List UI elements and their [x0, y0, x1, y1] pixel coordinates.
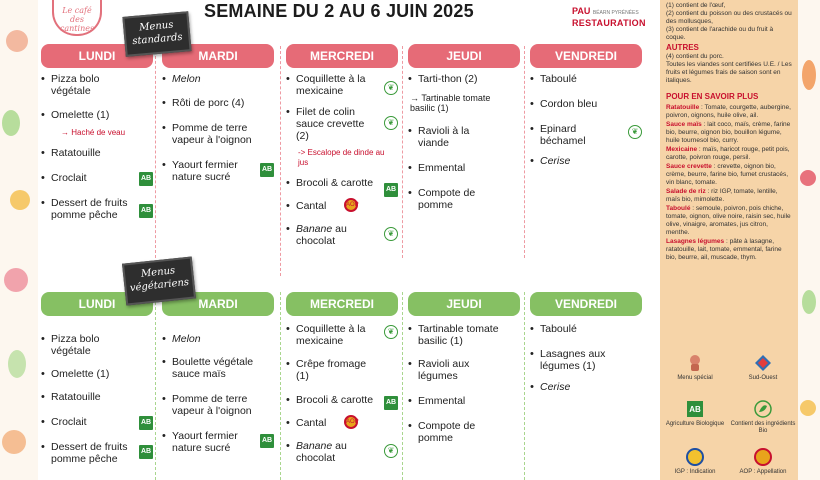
item-text: Crêpe fromage (1) — [296, 358, 367, 382]
item-text: Compote de pomme — [418, 187, 476, 211]
menu-item — [408, 187, 520, 211]
column-separator — [524, 46, 525, 258]
plus-title: POUR EN SAVOIR PLUS — [666, 92, 759, 101]
ab-organic-icon: AB — [384, 396, 398, 410]
ab-organic-icon: AB — [139, 445, 153, 459]
item-text: Taboulé — [540, 323, 577, 335]
recipe-entry: Sauce crevette : crevette, oignon bio, crème, beurre, farine bio, fumet crustacés, vin blanc, tomate. — [666, 163, 789, 186]
recipe-name: Salade de riz — [666, 188, 706, 195]
fruit-deco — [6, 30, 28, 52]
item-text: Pizza bolo végétale — [51, 73, 100, 97]
menu-item — [162, 430, 274, 454]
legend-label: Contient des ingrédients Bio — [730, 421, 796, 434]
substitution-note: -> Escalope de dinde au jus — [298, 148, 385, 167]
column-separator — [402, 292, 403, 480]
item-text: Rôti de porc (4) — [172, 97, 245, 109]
item-text: Ratatouille — [51, 147, 101, 159]
legend-menu-special — [662, 354, 728, 382]
item-text: Cordon bleu — [540, 98, 598, 110]
item-text: Brocoli & carotte — [296, 394, 374, 406]
menu-item — [41, 416, 153, 428]
menu-item — [286, 106, 398, 142]
item-text: Emmental — [418, 395, 466, 407]
ab-organic-icon: AB — [260, 434, 274, 448]
item-text: Epinard béchamel — [540, 123, 586, 147]
chef-icon — [686, 354, 704, 372]
recipe-name: Ratatouille — [666, 104, 700, 111]
item-text-fruit: Banane — [296, 223, 333, 235]
item-text: Pomme de terre vapeur à l'oignon — [172, 393, 252, 417]
recipe-entry: Taboulé : semoule, poivron, pois chiche, tomate, oignon, olive noire, raisin sec, huile olive, vinaigre, aromates, jus citron, menthe. — [666, 205, 791, 236]
menu-item — [162, 122, 274, 146]
recipe-text: semoule, poivron, pois chiche, tomate, oignon, olive noire, raisin sec, huile olive, vinaigre, aromates, jus citron, menthe. — [666, 205, 791, 236]
item-text: Ravioli à la viande — [418, 125, 470, 149]
menu-item — [530, 323, 642, 335]
peach-deco — [2, 430, 26, 454]
menu-item — [408, 323, 520, 347]
menu-list — [408, 73, 520, 211]
carrot-deco — [802, 60, 816, 90]
recipe-text: lait coco, maïs, crème, farine bio, beurre, oignon bio, bouillon légume, huile tournesol bio, curry. — [666, 121, 791, 144]
item-text: Lasagnes aux légumes (1) — [540, 348, 606, 372]
menu-item — [162, 73, 274, 85]
left-decoration — [0, 0, 38, 480]
autres-title: AUTRES — [666, 43, 699, 52]
sud-ouest-icon — [754, 354, 772, 372]
legend-bio — [730, 400, 796, 435]
leaf-deco — [2, 110, 20, 136]
menu-item — [41, 197, 153, 221]
item-text: Pizza bolo végétale — [51, 333, 100, 357]
menu-item — [408, 420, 520, 444]
bio-leaf-icon: ❦ — [384, 444, 398, 458]
legend-label: Sud-Ouest — [748, 375, 778, 381]
day-header-vendredi: VENDREDI — [530, 44, 642, 68]
column-separator — [155, 292, 156, 480]
ab-organic-icon — [686, 400, 704, 418]
item-text: Brocoli & carotte — [296, 177, 374, 189]
menu-item — [286, 200, 398, 212]
column-separator — [155, 46, 156, 258]
item-text: Melon — [172, 333, 201, 345]
day-header-mercredi: MERCREDI — [286, 44, 398, 68]
legend-label: IGP : Indication — [674, 469, 716, 475]
item-text: Taboulé — [540, 73, 577, 85]
day-header-lundi: LUNDI — [41, 292, 153, 316]
bio-leaf-icon: ❦ — [628, 125, 642, 139]
menu-item — [41, 441, 153, 465]
column-separator — [524, 292, 525, 480]
recipe-text: riz IGP, tomate, lentille, maïs bio, mimolette. — [666, 188, 778, 203]
menu-list — [286, 323, 398, 464]
item-text: Tarti-thon (2) — [418, 73, 478, 85]
bio-leaf-icon: ❦ — [384, 325, 398, 339]
page-title: SEMAINE DU 2 AU 6 JUIN 2025 — [204, 1, 474, 21]
menu-item — [162, 393, 274, 417]
item-text: Croclait — [51, 416, 87, 428]
recipe-text: Tomate, courgette, aubergine, poivron, oignons, huile olive, ail. — [666, 104, 791, 119]
apple-deco — [4, 268, 28, 292]
menu-item — [286, 417, 398, 429]
item-text: Cantal — [296, 417, 327, 429]
item-text: Boulette végétale sauce maïs — [172, 356, 254, 380]
herb-deco — [802, 290, 816, 314]
item-text: Omelette (1) — [51, 109, 110, 121]
recipe-entry: Sauce maïs : lait coco, maïs, crème, farine bio, beurre, oignon bio, bouillon légume, huile tournesol bio, curry. — [666, 121, 791, 144]
item-text: Cantal — [296, 200, 327, 212]
item-text: Filet de colin sauce crevette (2) — [296, 106, 365, 142]
day-header-jeudi: JEUDI — [408, 292, 520, 316]
day-header-jeudi: JEUDI — [408, 44, 520, 68]
veg-col-lundi — [41, 292, 153, 465]
item-text: Melon — [172, 73, 201, 85]
item-text: Dessert de fruits pomme pêche — [51, 197, 128, 221]
item-text: Emmental — [418, 162, 466, 174]
menu-item — [530, 73, 642, 85]
cherry-deco — [800, 170, 816, 186]
info-panel — [660, 0, 798, 480]
item-text: au chocolat — [296, 223, 347, 247]
item-text: Dessert de fruits pomme pêche — [51, 441, 128, 465]
column-separator — [402, 46, 403, 258]
ab-organic-icon: AB — [384, 183, 398, 197]
ab-organic-icon: AB — [260, 163, 274, 177]
item-text: Yaourt fermier nature sucré — [172, 430, 238, 454]
menu-list — [41, 73, 153, 221]
day-header-lundi: LUNDI — [41, 44, 153, 68]
allergen-note: (3) contient de l'arachide ou du fruit à coque. — [666, 26, 774, 41]
right-decoration — [798, 0, 820, 480]
legend-label: Menu spécial — [677, 375, 713, 381]
recipe-entry: Salade de riz : riz IGP, tomate, lentille, maïs bio, mimolette. — [666, 188, 778, 203]
recipe-entry: Ratatouille : Tomate, courgette, aubergine, poivron, oignons, huile olive, ail. — [666, 104, 791, 119]
veg-col-vendredi — [530, 292, 642, 393]
menu-item — [530, 348, 642, 372]
menu-item — [41, 109, 153, 121]
recipe-name: Taboulé — [666, 205, 691, 212]
menu-item — [41, 391, 153, 403]
autres-note: (4) contient du porc. — [666, 53, 724, 60]
std-col-mardi — [162, 44, 274, 183]
recipe-name: Lasagnes légumes — [666, 238, 725, 245]
column-separator — [280, 292, 281, 480]
recipe-name: Sauce crevette — [666, 163, 712, 170]
cucumber-deco — [8, 350, 26, 378]
menu-item — [41, 73, 153, 97]
aop-seal-icon: AOP — [344, 415, 358, 429]
menu-item — [286, 323, 398, 347]
brand-logo — [572, 6, 652, 28]
item-text-fruit: Banane — [296, 440, 333, 452]
day-header-mardi: MARDI — [162, 292, 274, 316]
veg-col-mercredi — [286, 292, 398, 464]
std-col-jeudi — [408, 44, 520, 211]
menu-list — [162, 333, 274, 454]
brand-line2: RESTAURATION — [572, 18, 646, 28]
brand-pau: PAU — [572, 6, 591, 16]
menu-item — [530, 98, 642, 110]
standard-menus-badge: Menus standards — [122, 11, 191, 57]
ab-organic-icon: AB — [139, 416, 153, 430]
menu-list — [41, 333, 153, 465]
brand-small: BÉARN PYRÉNÉES — [592, 10, 639, 16]
item-text: Compote de pomme — [418, 420, 476, 444]
recipe-name: Sauce maïs — [666, 121, 702, 128]
item-text: Cerise — [540, 155, 571, 167]
menu-item — [408, 162, 520, 174]
item-text: Ravioli aux légumes — [418, 358, 470, 382]
menu-item — [408, 73, 520, 85]
bio-leaf-icon: ❦ — [384, 227, 398, 241]
menu-item — [286, 394, 398, 406]
recipe-text: crevette, oignon bio, crème, beurre, farine bio, fumet crustacés, vin blanc, tomate. — [666, 163, 789, 186]
bio-leaf-icon — [754, 400, 772, 418]
day-header-mercredi: MERCREDI — [286, 292, 398, 316]
recipe-entry: Mexicaine : maïs, haricot rouge, petit pois, carotte, poivron rouge, persil. — [666, 146, 790, 161]
menu-item — [162, 159, 274, 183]
item-text: Coquillette à la mexicaine — [296, 73, 366, 97]
legend-igp — [662, 448, 728, 476]
veg-col-mardi — [162, 292, 274, 454]
item-text: Ratatouille — [51, 391, 101, 403]
aop-seal-icon: AOP — [344, 198, 358, 212]
std-col-lundi — [41, 44, 153, 221]
item-text: Cerise — [540, 381, 571, 393]
bio-leaf-icon: ❦ — [384, 81, 398, 95]
menu-item — [41, 147, 153, 159]
menu-item — [286, 440, 398, 464]
legend-ab — [662, 400, 728, 428]
vegetarian-menus-badge: Menus végétariens — [122, 256, 196, 305]
legend-aop — [730, 448, 796, 476]
menu-item — [162, 333, 274, 345]
column-separator — [280, 46, 281, 276]
autres-note: Toutes les viandes sont certifiées U.E. / Les fruits et légumes frais de saison sont en italiques. — [666, 61, 792, 84]
svg-text:AB: AB — [689, 405, 701, 414]
std-col-vendredi — [530, 44, 642, 167]
item-text: Croclait — [51, 172, 87, 184]
menu-item — [408, 125, 520, 149]
igp-seal-icon — [686, 448, 704, 466]
menu-item — [41, 333, 153, 357]
substitution-note: → Tartinable tomate basilic (1) — [410, 93, 491, 113]
item-text: Tartinable tomate basilic (1) — [418, 323, 499, 347]
ab-organic-icon: AB — [139, 172, 153, 186]
bio-leaf-icon: ❦ — [384, 116, 398, 130]
day-header-mardi: MARDI — [162, 44, 274, 68]
lemon-deco — [10, 190, 30, 210]
menu-item — [530, 381, 642, 393]
recipe-entry: Lasagnes légumes : pâte à lasagne, ratatouille, lait, tomate, emmental, farine bio, beurre, ail, muscade, thym. — [666, 238, 782, 261]
recipe-text: pâte à lasagne, ratatouille, lait, tomate, emmental, farine bio, beurre, ail, muscade, thym. — [666, 238, 782, 261]
menu-item — [286, 223, 398, 247]
item-text: Coquillette à la mexicaine — [296, 323, 366, 347]
recipe-name: Mexicaine — [666, 146, 698, 153]
item-text: Yaourt fermier nature sucré — [172, 159, 238, 183]
legend-sud-ouest — [730, 354, 796, 382]
day-header-vendredi: VENDREDI — [530, 292, 642, 316]
pear-deco — [800, 400, 816, 416]
legend-label: AOP : Appellation — [739, 469, 787, 475]
item-text: Omelette (1) — [51, 368, 110, 380]
menu-list — [530, 73, 642, 167]
aop-seal-icon — [754, 448, 772, 466]
menu-list — [408, 323, 520, 444]
substitution-note: → Haché de veau — [61, 128, 126, 137]
menu-item — [41, 172, 153, 184]
allergen-note: (2) contient du poisson ou des crustacés ou des mollusques, — [666, 10, 792, 25]
item-text: au chocolat — [296, 440, 347, 464]
menu-item — [530, 123, 642, 147]
recipe-text: maïs, haricot rouge, petit pois, carotte, poivron rouge, persil. — [666, 146, 790, 161]
ab-organic-icon: AB — [139, 204, 153, 218]
menu-item — [162, 97, 274, 109]
std-col-mercredi — [286, 44, 398, 247]
menu-item — [162, 356, 274, 380]
allergen-note: (1) contient de l'œuf, — [666, 2, 726, 9]
menu-list — [162, 73, 274, 183]
menu-item — [408, 358, 520, 382]
brand-line1 — [572, 6, 652, 18]
menu-list — [286, 73, 398, 247]
menu-list — [530, 323, 642, 393]
menu-item — [41, 368, 153, 380]
item-text: Pomme de terre vapeur à l'oignon — [172, 122, 252, 146]
legend-label: Agriculture Biologique — [665, 421, 725, 427]
menu-item — [408, 395, 520, 407]
menu-item — [286, 177, 398, 193]
cafe-cantines-logo — [52, 0, 102, 36]
menu-item — [286, 73, 398, 97]
menu-item — [286, 358, 398, 382]
menu-item — [530, 155, 642, 167]
veg-col-jeudi — [408, 292, 520, 444]
logo-text: Le café des cantines — [59, 6, 95, 33]
